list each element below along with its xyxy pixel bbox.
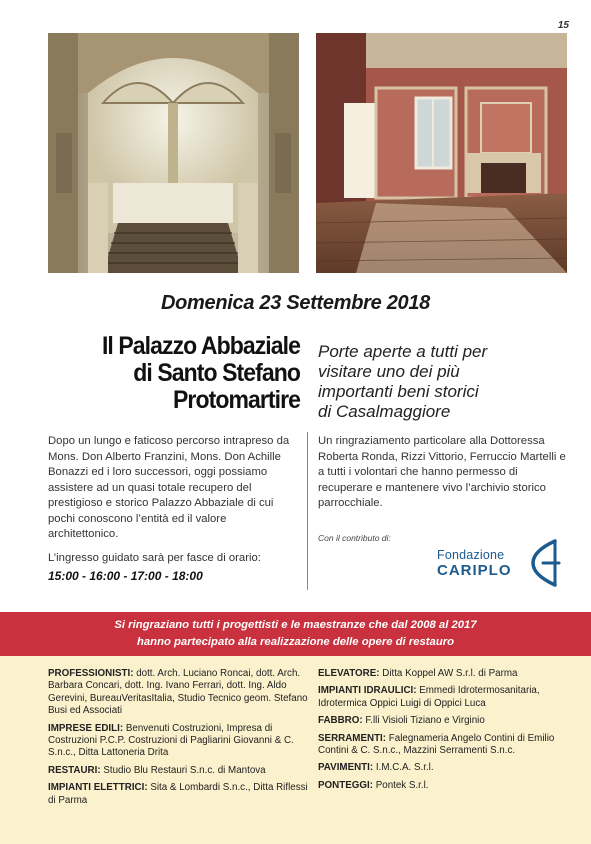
frescoed-room-illustration	[316, 33, 567, 273]
credit-item	[318, 668, 580, 680]
credit-item	[318, 715, 580, 727]
subtitle-line: visitare uno dei più	[318, 362, 460, 381]
contribution-label: Con il contributo di:	[318, 533, 391, 543]
credit-text: I.M.C.A. S.r.l.	[373, 762, 434, 774]
credit-category: ELEVATORE:	[318, 668, 380, 679]
credits-left-column	[48, 668, 310, 812]
logo-line1: Fondazione	[437, 548, 505, 562]
credit-text: Ditta Koppel AW S.r.l. di Parma	[379, 668, 518, 679]
subtitle-line: Porte aperte a tutti per	[318, 342, 488, 361]
credit-item	[318, 780, 580, 792]
credit-item	[48, 782, 310, 807]
credit-item	[318, 733, 580, 758]
credit-item	[318, 762, 580, 774]
credit-category: IMPRESE EDILI:	[48, 722, 124, 734]
credit-text: Emmedi Idrotermosanitaria, Idrotermica Oppici Luigi di Oppici Luca	[318, 685, 540, 709]
intro-paragraph: Dopo un lungo e faticoso percorso intrapreso da Mons. Don Alberto Franzini, Mons. Don Achille Bonazzi ed i loro successori, oggi possiamo assistere ad un quasi totale recupero del prestigioso e storico Palazzo Abbaziale di cui pochi conoscono l’entità ed il valore architettonico.	[48, 435, 290, 540]
fondazione-cariplo-logo	[437, 537, 567, 589]
logo-line2: CARIPLO	[437, 562, 512, 579]
credit-category: FABBRO:	[318, 715, 363, 727]
credit-text: Falegnameria Angelo Contini di Emilio Contini & C. S.n.c., Mazzini Serramenti S.n.c.	[318, 732, 555, 757]
credit-item	[48, 723, 310, 760]
staircase-photo	[48, 33, 299, 273]
credit-category: PROFESSIONISTI:	[48, 668, 134, 679]
subtitle-line: importanti beni storici	[318, 382, 479, 401]
credit-text: Sita & Lombardi S.n.c., Ditta Riflessi di Parma	[48, 782, 308, 806]
banner-line: hanno partecipato alla realizzazione delle opere di restauro	[136, 636, 455, 648]
credit-category: RESTAURI:	[48, 764, 101, 776]
frescoed-room-photo	[316, 33, 567, 273]
credit-category: IMPIANTI ELETTRICI:	[48, 782, 148, 794]
credit-text: Studio Blu Restauri S.n.c. di Mantova	[100, 764, 266, 776]
thanks-banner	[0, 612, 591, 656]
credit-item	[48, 668, 310, 718]
credit-category: SERRAMENTI:	[318, 732, 387, 744]
schedule-times: 15:00 - 16:00 - 17:00 - 18:00	[48, 569, 203, 583]
credit-item	[318, 685, 580, 710]
staircase-illustration	[48, 33, 299, 273]
event-date: Domenica 23 Settembre 2018	[160, 292, 430, 314]
subtitle-line: di Casalmaggiore	[318, 402, 451, 421]
credit-category: IMPIANTI IDRAULICI:	[318, 685, 417, 697]
palace-title	[20, 333, 300, 414]
credits-right-column	[318, 668, 580, 797]
credit-category: PONTEGGI:	[318, 779, 373, 791]
credit-text: Pontek S.r.l.	[372, 779, 429, 791]
thanks-paragraph: Un ringraziamento particolare alla Dottoressa Roberta Ronda, Rizzi Vittorio, Ferruccio Martelli e a tutti i volontari che hanno permesso di recuperare e mantenere vivo l’archivio storico parrocchiale.	[318, 435, 566, 509]
credit-text: Benvenuti Costruzioni, Impresa di Costruzioni P.C.P. Costruzioni di Pagliarini Giovanni & C. S.n.c., Ditta Lattoneria Drita	[48, 722, 294, 759]
credit-text: F.lli Visioli Tiziano e Virginio	[362, 715, 485, 727]
credit-category: PAVIMENTI:	[318, 762, 374, 774]
title-line: Protomartire	[172, 386, 300, 414]
schedule-label: L’ingresso guidato sarà per fasce di orario:	[48, 552, 261, 564]
credits-panel	[0, 656, 591, 844]
title-line: Il Palazzo Abbaziale	[101, 332, 300, 360]
credit-text: dott. Arch. Luciano Roncai, dott. Arch. Barbara Concari, dott. Ing. Ivano Ferrari, dott. Ing. Aldo Gerevini, BureauVeritasItalia, Studio Tecnico geom. Stefano Busi ed Associati	[48, 668, 308, 717]
title-line: di Santo Stefano	[133, 359, 300, 387]
cariplo-mark-icon	[525, 537, 565, 589]
subtitle	[318, 342, 568, 422]
banner-line: Si ringraziano tutti i progettisti e le maestranze che dal 2008 al 2017	[114, 619, 477, 631]
column-divider	[307, 432, 308, 590]
credit-item	[48, 765, 310, 777]
page-number: 15	[557, 20, 569, 31]
